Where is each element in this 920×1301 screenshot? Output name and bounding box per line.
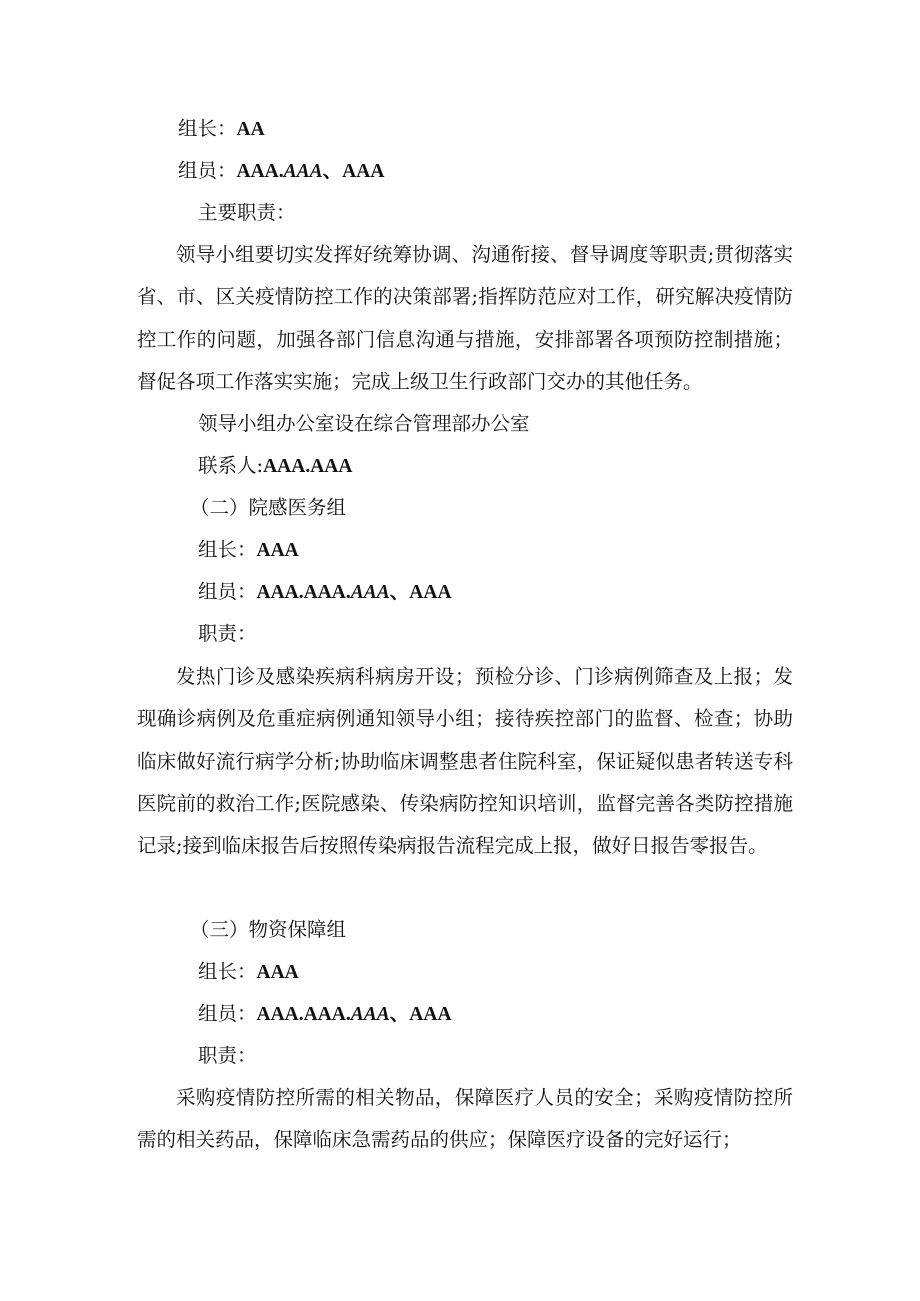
group2-members-line — [198, 580, 452, 605]
group3-duties-paragraph: 采购疫情防控所需的相关物品，保障医疗人员的安全；采购疫情防控所需的相关药品，保障临床急需药品的供应；保障医疗设备的完好运行； — [137, 1086, 793, 1152]
leader-label: 组长： — [198, 960, 257, 983]
leader-label: 组长： — [198, 538, 257, 561]
leader-name: AAA — [256, 540, 299, 561]
group2-leader-line — [198, 538, 299, 563]
members-names-italic: AAA — [350, 1004, 390, 1025]
group1-contact-line — [198, 454, 352, 479]
leader-name: AAA — [256, 962, 299, 983]
group1-duties-paragraph: 领导小组要切实发挥好统筹协调、沟通衔接、督导调度等职责;贯彻落实省、市、区关疫情防控工作的决策部署;指挥防范应对工作，研究解决疫情防控工作的问题，加强各部门信息沟通与措施，安排部署各项预防控制措施；督促各项工作落实实施；完成上级卫生行政部门交办的其他任务。 — [137, 243, 793, 393]
group1-duties-title: 主要职责： — [198, 201, 296, 224]
group2-heading: （二）院感医务组 — [190, 496, 347, 519]
group1-members-line — [178, 159, 384, 184]
members-label: 组员： — [198, 1002, 257, 1025]
group3-duties-title: 职责： — [198, 1044, 257, 1067]
group3-heading: （三）物资保障组 — [190, 918, 347, 941]
group2-duties-paragraph: 发热门诊及感染疾病科病房开设；预检分诊、门诊病例筛查及上报；发现确诊病例及危重症病例通知领导小组；接待疾控部门的监督、检查；协助临床做好流行病学分析;协助临床调整患者住院科室，保证疑似患者转送专科医院前的救治工作;医院感染、传染病防控知识培训，监督完善各类防控措施记录;接到临床报告后按照传染病报告流程完成上报，做好日报告零报告。 — [137, 665, 793, 858]
members-names-italic: AAA — [283, 161, 323, 182]
members-names-c: 、AAA — [389, 582, 452, 603]
members-label: 组员： — [178, 159, 237, 182]
members-names-c: 、AAA — [389, 1004, 452, 1025]
group2-duties-title: 职责： — [198, 622, 257, 645]
group3-leader-line — [198, 960, 299, 985]
members-names-italic: AAA — [350, 582, 390, 603]
members-names-a: AAA.AAA. — [256, 1004, 351, 1025]
group1-office-line: 领导小组办公室设在综合管理部办公室 — [198, 412, 530, 435]
members-label: 组员： — [198, 580, 257, 603]
contact-name: AAA.AAA — [263, 456, 353, 477]
members-names-c: 、AAA — [322, 161, 385, 182]
group1-leader-line — [178, 117, 265, 142]
group3-members-line — [198, 1002, 452, 1027]
leader-label: 组长： — [178, 117, 237, 140]
leader-name: AA — [236, 119, 265, 140]
members-names-a: AAA.AAA. — [256, 582, 351, 603]
members-names-a: AAA. — [236, 161, 284, 182]
contact-label: 联系人: — [198, 454, 264, 477]
